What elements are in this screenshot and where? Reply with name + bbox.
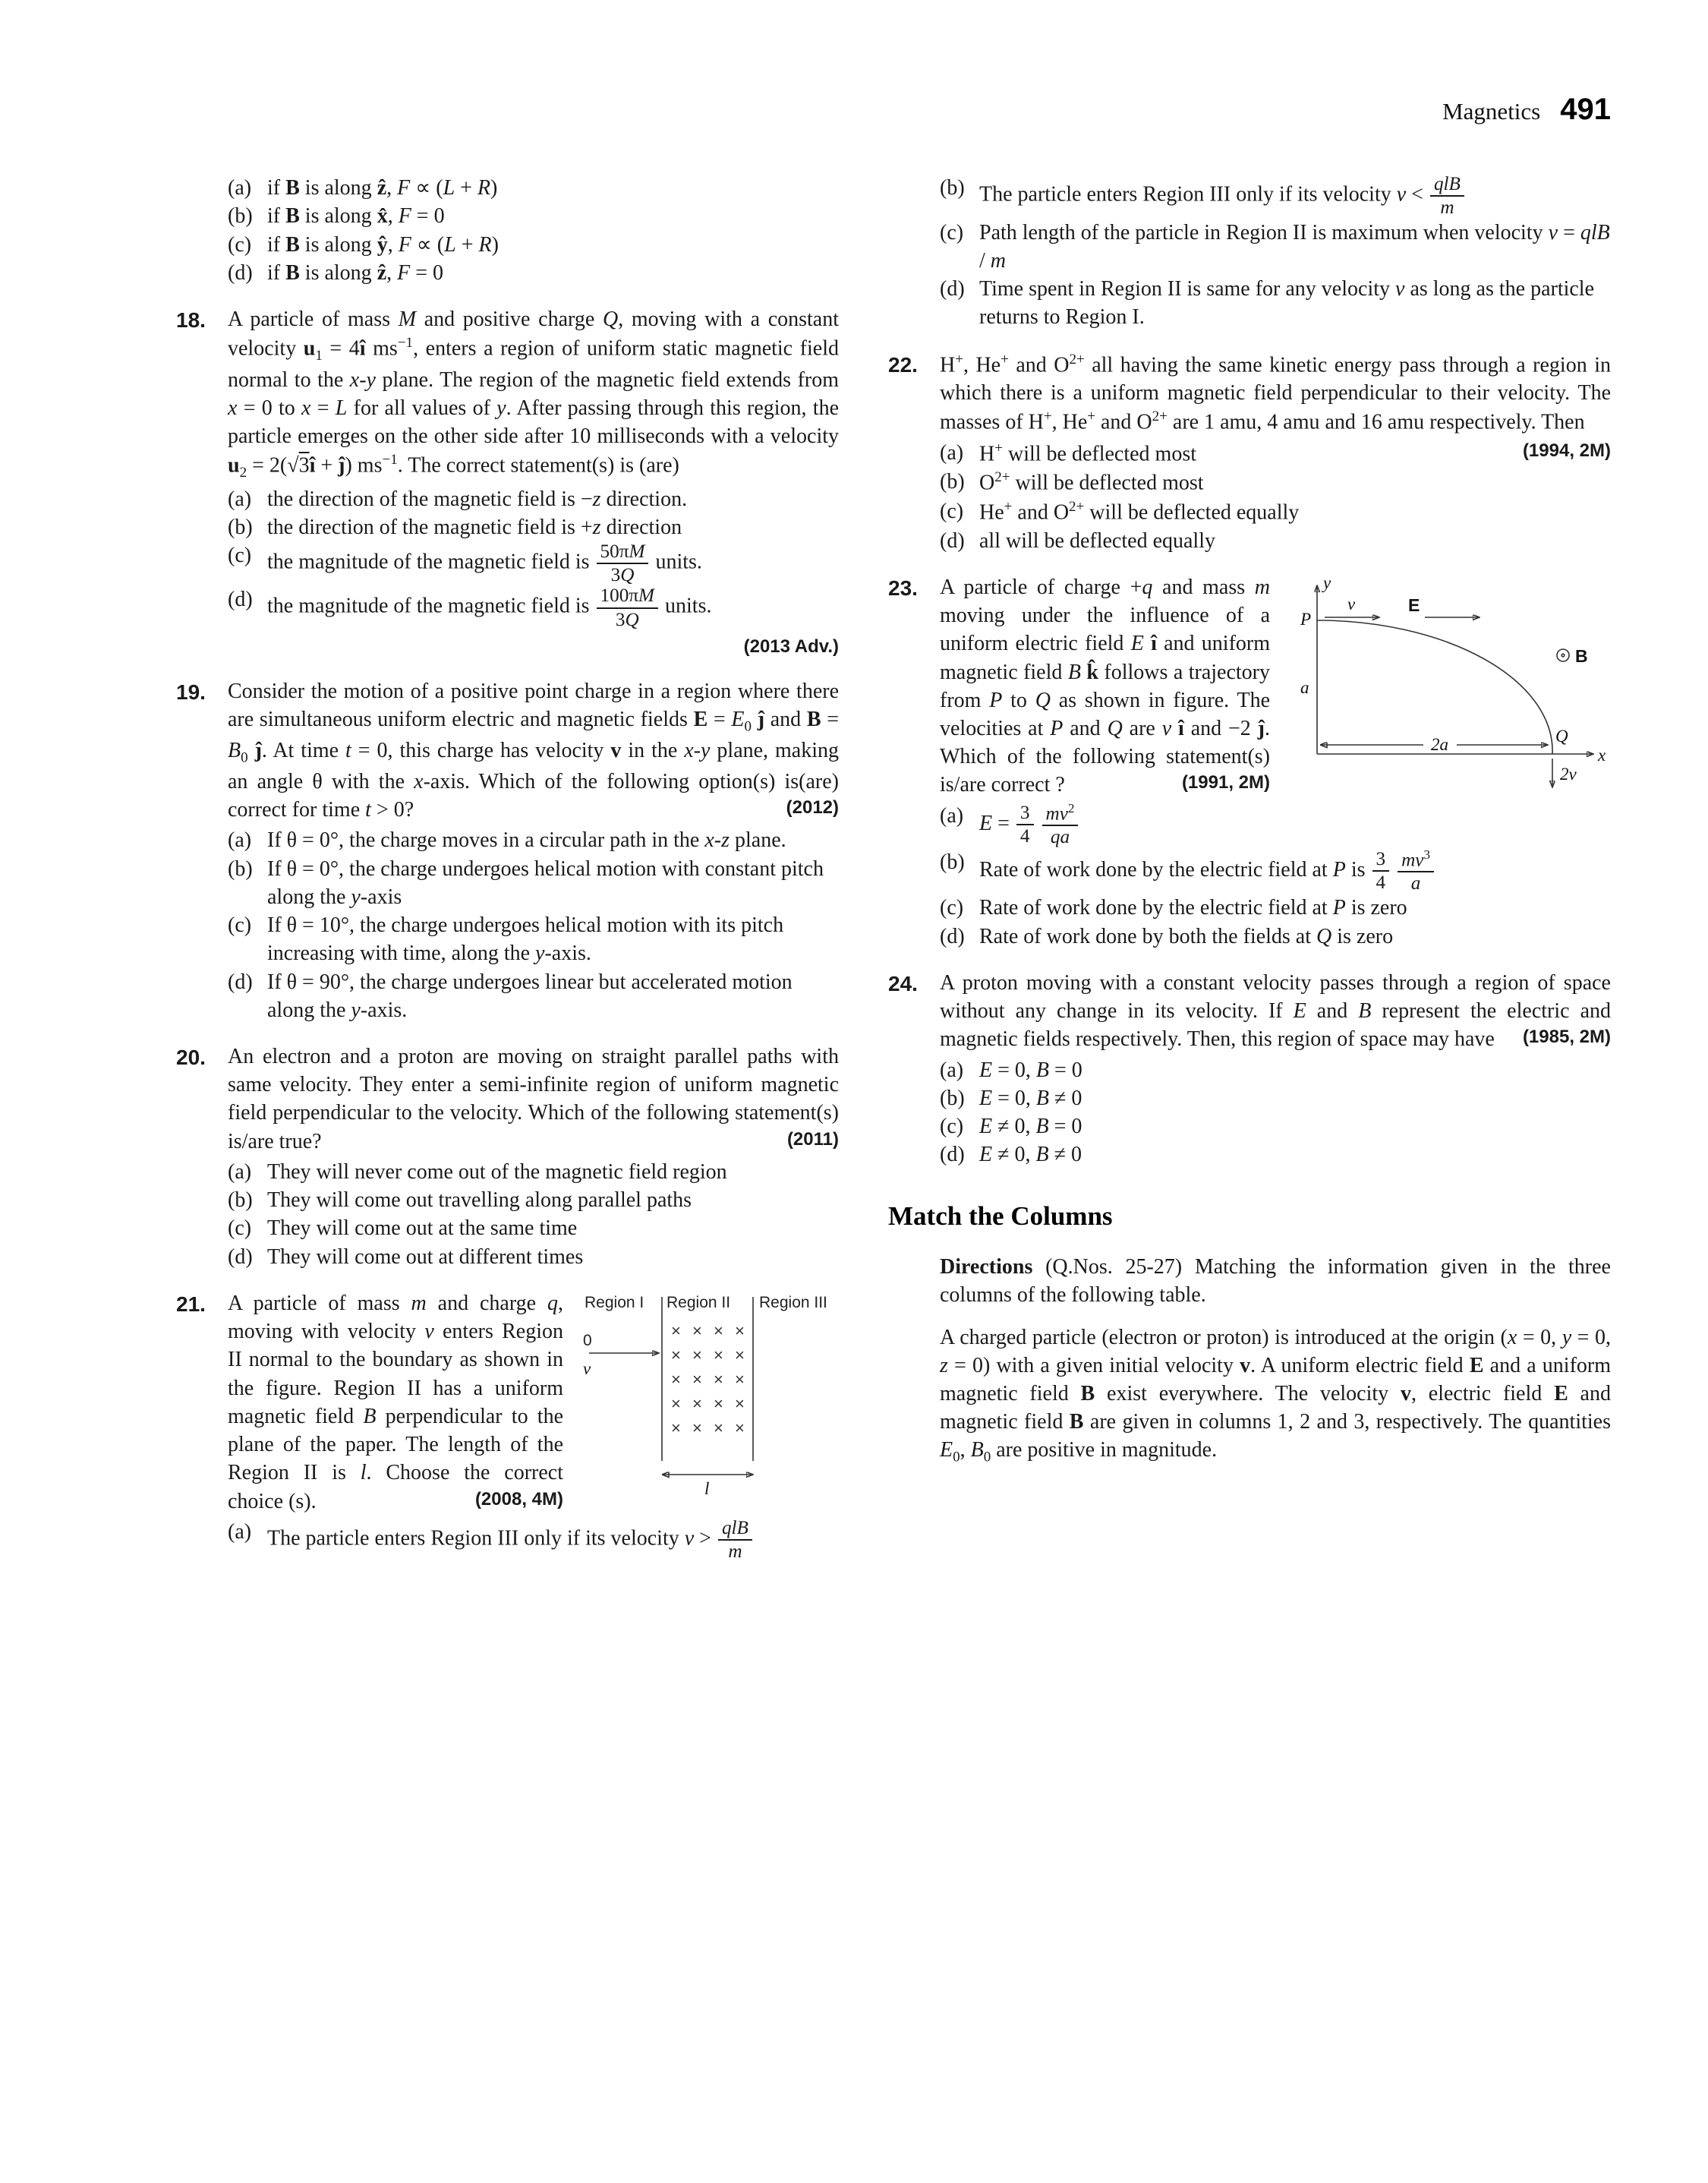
x-axis-label: x — [1598, 745, 1606, 765]
option-text: E ≠ 0, B ≠ 0 — [979, 1143, 1082, 1167]
option-label: (d) — [940, 277, 965, 301]
option-item — [228, 1518, 839, 1562]
option-item — [940, 468, 1611, 497]
option-item — [940, 275, 1611, 331]
option-text: Rate of work done by the electric field at P is zero — [979, 896, 1407, 920]
option-item — [940, 802, 1270, 848]
option-label: (c) — [228, 544, 252, 568]
question-text: A particle of mass m and charge q, moving with velocity v enters Region II normal to the boundary as shown in the figure. Region II has a uniform magnetic field B perpendicular to the plane of the paper. The length of the Region II is l. Choose the correct choice (s). (2008, 4M) — [228, 1291, 564, 1513]
field-cross-mark: × — [735, 1345, 745, 1364]
velocity-q-label: 2v — [1560, 764, 1577, 784]
field-cross-mark: × — [714, 1369, 723, 1389]
option-text: if B is along ẑ, F ∝ (L + R) — [267, 176, 498, 200]
question-number: 24. — [888, 971, 918, 995]
question — [176, 305, 839, 659]
field-cross-mark: × — [671, 1369, 681, 1389]
page-header — [176, 90, 1611, 130]
year-tag: (1991, 2M) — [1181, 772, 1270, 793]
option-text: if B is along ẑ, F = 0 — [267, 260, 444, 285]
question-number: 20. — [176, 1046, 206, 1069]
width-2a-label: 2a — [1431, 734, 1448, 754]
year-tag: (2011) — [786, 1128, 839, 1150]
option-label: (c) — [940, 220, 964, 244]
option-text: The particle enters Region III only if its velocity v < $\frac{\text{qlB}}{m}$ — [979, 174, 1611, 218]
option-label: (d) — [228, 260, 253, 285]
year-tag: (2012) — [786, 797, 839, 819]
option-item — [940, 1112, 1611, 1140]
option-label: (c) — [940, 1115, 964, 1139]
region2-label: Region II — [666, 1293, 731, 1311]
option-text: the magnitude of the magnetic field is $\frac{50\pi M}{3Q}$ units. — [267, 541, 702, 586]
option-label: (c) — [228, 1216, 252, 1241]
option-text: Rate of work done by both the fields at Q is zero — [979, 924, 1394, 948]
carryover-options — [228, 174, 839, 287]
field-cross-mark: × — [692, 1369, 702, 1389]
question-body — [228, 305, 839, 659]
b-field-out-symbol — [1557, 649, 1569, 661]
option-item — [940, 923, 1611, 951]
year-tag: (2013 Adv.) — [743, 636, 839, 657]
question-text: A particle of charge +q and mass m moving under the influence of a uniform electric field E î and uniform magnetic field B k̂ follows a trajectory from P to Q as shown in figure. The velocities at P and Q are v î and −2 ĵ. Which of the following statement(s) is/are correct ? (1991, 2M) — [940, 575, 1271, 797]
e-field-label: E — [1408, 595, 1420, 615]
option-text: E = $\frac{3}{4}$ $\frac{mv^2}{qa}$ — [979, 802, 1270, 848]
option-item — [940, 848, 1611, 894]
field-cross-mark: × — [714, 1345, 723, 1364]
option-text: If θ = 0°, the charge moves in a circular path in the x-z plane. — [267, 828, 786, 853]
options-list — [228, 485, 839, 630]
option-label: (c) — [940, 500, 964, 524]
option-item — [228, 1214, 839, 1242]
option-item — [228, 541, 839, 585]
question — [888, 350, 1611, 555]
field-cross-mark: × — [671, 1418, 681, 1437]
option-label: (c) — [228, 232, 252, 257]
field-cross-mark: × — [735, 1369, 745, 1389]
option-item — [228, 826, 839, 854]
field-cross-mark: × — [714, 1418, 723, 1437]
height-a-label: a — [1300, 677, 1309, 697]
year-tag: (2008, 4M) — [474, 1488, 563, 1509]
options-list — [228, 174, 839, 287]
option-text: They will come out travelling along parallel paths — [267, 1188, 692, 1213]
option-item — [228, 1186, 839, 1214]
option-label: (a) — [228, 176, 252, 200]
right-column — [888, 174, 1611, 1467]
cross-grid — [671, 1321, 745, 1437]
option-label: (a) — [940, 1058, 964, 1082]
option-label: (a) — [228, 1159, 252, 1184]
option-label: (d) — [228, 970, 253, 994]
option-text: E ≠ 0, B = 0 — [979, 1115, 1082, 1139]
left-column — [176, 174, 839, 1562]
option-label: (d) — [228, 588, 253, 612]
section-title: Magnetics — [1442, 98, 1541, 125]
b-field-dot — [1561, 654, 1565, 657]
option-text: the direction of the magnetic field is −z direction. — [267, 487, 688, 511]
question-number: 23. — [888, 576, 918, 600]
option-item — [940, 894, 1611, 922]
b-field-label: B — [1575, 645, 1588, 666]
question-number: 18. — [176, 308, 206, 333]
option-item — [940, 439, 1611, 468]
question-number: 19. — [176, 680, 206, 704]
question-text: Consider the motion of a positive point charge in a region where there are simultaneous uniform electric and magnetic fields $E = E_0$ ĵ and $B = B_0$ ĵ. At time t = 0, this charge has velocity v in the x-y plane, making an angle θ with the x-axis. Which of the following option(s) is(are) correct for time t > 0? (2012) — [228, 679, 840, 822]
option-item — [228, 513, 839, 541]
option-text: The particle enters Region III only if its velocity v > $\frac{\text{qlB}}{m}$ — [267, 1518, 839, 1562]
options-list — [940, 174, 1611, 331]
point-p-label: P — [1300, 609, 1312, 629]
question-text: H+, He+ and $O^{2+}$ all having the same kinetic energy pass through a region in which there is a uniform magnetic field perpendicular to their velocity. The masses of H+, He+ and $O^{2+}$ are 1 amu, 4 amu and 16 amu respectively. Then — [940, 351, 1611, 434]
option-label: (b) — [228, 856, 253, 881]
option-text: $O^{2+}$ will be deflected most — [979, 469, 1204, 495]
region-diagram-svg — [577, 1291, 839, 1497]
option-label: (c) — [228, 913, 252, 938]
origin-label: 0 — [583, 1331, 592, 1349]
trajectory-curve — [1317, 620, 1552, 754]
option-text: He+ and $O^{2+}$ will be deflected equally — [979, 499, 1300, 525]
options-list — [228, 1518, 839, 1562]
region1-label: Region I — [585, 1293, 644, 1311]
option-text: If θ = 0°, the charge undergoes helical motion with constant pitch along the y-axis — [267, 856, 824, 909]
option-item — [940, 1056, 1611, 1084]
option-item — [228, 855, 839, 911]
question — [176, 677, 839, 1024]
option-item — [228, 485, 839, 513]
figure-region-diagram — [577, 1291, 839, 1505]
option-text: If θ = 10°, the charge undergoes helical motion with its pitch increasing with time, along the y-axis. — [267, 913, 784, 966]
question — [176, 1289, 839, 1562]
option-label: (a) — [228, 1519, 252, 1544]
question-text: An electron and a proton are moving on straight parallel paths with same velocity. They enter a semi-infinite region of uniform magnetic field perpendicular to the velocity. Which of the following statement(s) is/are true? (2011) — [228, 1045, 839, 1153]
field-cross-mark: × — [714, 1320, 723, 1340]
option-item — [228, 911, 839, 967]
directions-text: Directions (Q.Nos. 25-27) Matching the information given in the three columns of the following table. — [940, 1255, 1611, 1308]
velocity-label: v — [583, 1358, 591, 1378]
option-text: They will come out at the same time — [267, 1216, 578, 1241]
field-cross-mark: × — [714, 1393, 723, 1413]
question-text: A proton moving with a constant velocity passes through a region of space without any change in its velocity. If E and B represent the electric and magnetic fields respectively. Then, this region of space may have (1985, 2M) — [940, 970, 1612, 1052]
option-item — [228, 1243, 839, 1271]
options-list — [940, 439, 1611, 555]
field-cross-mark: × — [671, 1345, 681, 1364]
option-label: (b) — [228, 515, 253, 539]
option-label: (d) — [940, 528, 965, 553]
field-cross-mark: × — [692, 1320, 702, 1340]
length-label: l — [704, 1478, 710, 1497]
option-label: (a) — [228, 487, 252, 511]
option-text: They will come out at different times — [267, 1244, 584, 1269]
options-list — [228, 1158, 839, 1271]
two-column-layout — [176, 174, 1611, 1562]
field-cross-mark: × — [735, 1320, 745, 1340]
option-item — [940, 1140, 1611, 1169]
option-item — [228, 259, 839, 287]
option-label: (c) — [940, 896, 964, 920]
option-item — [228, 202, 839, 230]
question-number: 21. — [176, 1292, 206, 1316]
field-cross-mark: × — [671, 1320, 681, 1340]
option-text: Time spent in Region II is same for any velocity v as long as the particle returns to Region I. — [979, 277, 1595, 330]
page-number: 491 — [1560, 93, 1611, 126]
option-label: (b) — [940, 1086, 965, 1110]
field-cross-mark: × — [735, 1418, 745, 1437]
question-body — [228, 1043, 839, 1271]
question-body — [940, 969, 1611, 1169]
option-item — [940, 174, 1611, 218]
year-tag: (1994, 2M) — [1522, 440, 1611, 461]
question-body — [940, 573, 1611, 951]
option-item — [940, 219, 1611, 275]
question-body — [228, 1289, 839, 1562]
question-body — [940, 350, 1611, 555]
option-item — [940, 1084, 1611, 1112]
field-cross-mark: × — [692, 1345, 702, 1364]
option-text: if B is along x̂, F = 0 — [267, 204, 445, 229]
option-text: E = 0, B = 0 — [979, 1058, 1082, 1082]
field-cross-mark: × — [735, 1393, 745, 1413]
option-text: if B is along ŷ, F ∝ (L + R) — [267, 232, 499, 257]
option-item — [228, 1158, 839, 1186]
year-tag: (1985, 2M) — [1522, 1027, 1611, 1048]
question — [176, 1043, 839, 1271]
option-text: the magnitude of the magnetic field is $\frac{100\pi M}{3Q}$ units. — [267, 585, 712, 630]
section-heading: Match the Columns — [888, 1201, 1113, 1232]
option-text: E = 0, B ≠ 0 — [979, 1086, 1082, 1110]
option-label: (d) — [940, 924, 965, 948]
field-cross-mark: × — [671, 1393, 681, 1413]
option-text: all will be deflected equally — [979, 528, 1215, 553]
option-item — [228, 231, 839, 259]
option-item — [228, 585, 839, 629]
y-axis-label: y — [1323, 573, 1331, 592]
question — [888, 969, 1611, 1169]
option-item — [940, 497, 1611, 527]
paragraph: A charged particle (electron or proton) is introduced at the origin (x = 0, y = 0, z = 0) with a given initial velocity v. A uniform electric field E and a uniform magnetic field B exist everywhere. The velocity v, electric field E and magnetic field B are given in columns 1, 2 and 3, respectively. The quantities $E_0$, $B_0$ are positive in magnitude. — [940, 1325, 1612, 1466]
point-q-label: Q — [1555, 726, 1568, 746]
trajectory-diagram-svg — [1281, 573, 1611, 797]
option-label: (b) — [228, 204, 253, 229]
option-text: Rate of work done by the electric field at P is $\frac{3}{4}$ $\frac{mv^3}{a}$ — [979, 848, 1611, 894]
option-label: (b) — [940, 176, 965, 200]
option-label: (d) — [228, 1244, 253, 1269]
region3-label: Region III — [759, 1293, 827, 1311]
question-body — [228, 677, 839, 1024]
carryover-options — [940, 174, 1611, 331]
option-label: (b) — [228, 1188, 253, 1213]
option-label: (a) — [228, 828, 252, 853]
velocity-p-label: v — [1347, 594, 1356, 614]
option-text: Path length of the particle in Region II is maximum when velocity v = qlB / m — [979, 220, 1610, 273]
option-label: (d) — [940, 1143, 965, 1167]
option-text: If θ = 90°, the charge undergoes linear but accelerated motion along the y-axis. — [267, 970, 793, 1022]
question — [888, 573, 1611, 951]
option-item — [228, 968, 839, 1024]
options-list — [940, 1056, 1611, 1169]
field-cross-mark: × — [692, 1418, 702, 1437]
option-text: H+ will be deflected most (1994, 2M) — [979, 440, 1611, 466]
options-list — [940, 802, 1611, 951]
option-label: (a) — [940, 803, 964, 828]
option-item — [228, 174, 839, 202]
question-text: A particle of mass M and positive charge Q, moving with a constant velocity $u_1$ = 4î $ms^{-1}$, enters a region of uniform static magnetic field normal to the x-y plane. The region of the magnetic field extends from x = 0 to x = L for all values of y. After passing through this region, the particle emerges on the other side after 10 milliseconds with a velocity $u_2$ = 2(√3î + ĵ) $ms^{-1}$. The correct statement(s) is (are) — [228, 308, 839, 481]
option-label: (b) — [940, 470, 965, 494]
options-list — [228, 826, 839, 1024]
option-label: (b) — [940, 850, 965, 874]
option-text: They will never come out of the magnetic field region — [267, 1159, 727, 1184]
question-number: 22. — [888, 352, 918, 377]
option-text: the direction of the magnetic field is +z direction — [267, 515, 682, 539]
option-label: (a) — [940, 440, 964, 465]
field-cross-mark: × — [692, 1393, 702, 1413]
option-item — [940, 527, 1611, 555]
figure-trajectory-diagram — [1281, 573, 1611, 805]
